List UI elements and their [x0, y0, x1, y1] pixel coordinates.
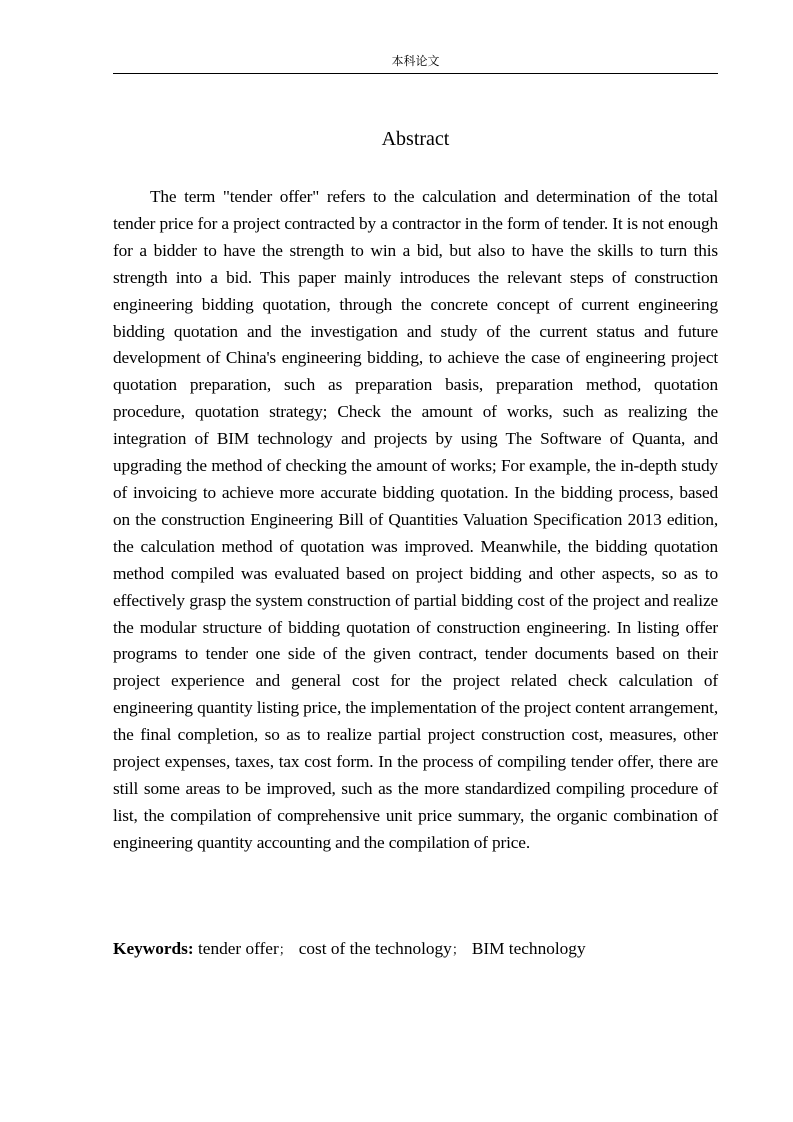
abstract-title: Abstract: [381, 128, 450, 150]
keyword-separator: ；: [278, 943, 292, 958]
keywords-label: Keywords:: [113, 939, 194, 958]
running-header: 本科论文: [391, 54, 440, 68]
keyword-item: tender offer: [197, 939, 279, 958]
header-divider: [113, 73, 718, 74]
keyword-item: BIM technology: [471, 939, 586, 958]
keywords-line: [113, 936, 718, 964]
abstract-body: The term "tender offer" refers to the calculation and determination of the total tender price for a project contracted by a contractor in the form of tender. It is not enough for a bidder to have the strength to win a bid, but also to have the skills to turn this strength into a bid. This paper mainly introduces the relevant steps of construction engineering bidding quotation, through the concrete concept of current engineering bidding quotation and the investigation and study of the current status and future development of China's engineering bidding, to achieve the case of engineering project quotation preparation, such as preparation basis, preparation method, quotation procedure, quotation strategy; Check the amount of works, such as realizing the integration of BIM technology and projects by using The Software of Quanta, and upgrading the method of checking the amount of works; For example, the in-depth study of invoicing to achieve more accurate bidding quotation. In the bidding process, based on the construction Engineering Bill of Quantities Valuation Specification 2013 edition, the calculation method of quotation was improved. Meanwhile, the bidding quotation method compiled was evaluated based on project bidding and other aspects, so as to effectively grasp the system construction of partial bidding cost of the project and realize the modular structure of bidding quotation of construction engineering. In listing offer programs to tender one side of the given contract, tender documents based on their project experience and general cost for the project related check calculation of engineering quantity listing price, the implementation of the project content arrangement, the final completion, so as to realize partial project construction cost, measures, other project expenses, taxes, tax cost form. In the process of compiling tender offer, there are still some areas to be improved, such as the more standardized compiling procedure of list, the compilation of comprehensive unit price summary, the organic combination of engineering quantity accounting and the compilation of price.: [113, 187, 718, 852]
keyword-item: cost of the technology: [298, 939, 452, 958]
keyword-separator: ；: [451, 943, 465, 958]
